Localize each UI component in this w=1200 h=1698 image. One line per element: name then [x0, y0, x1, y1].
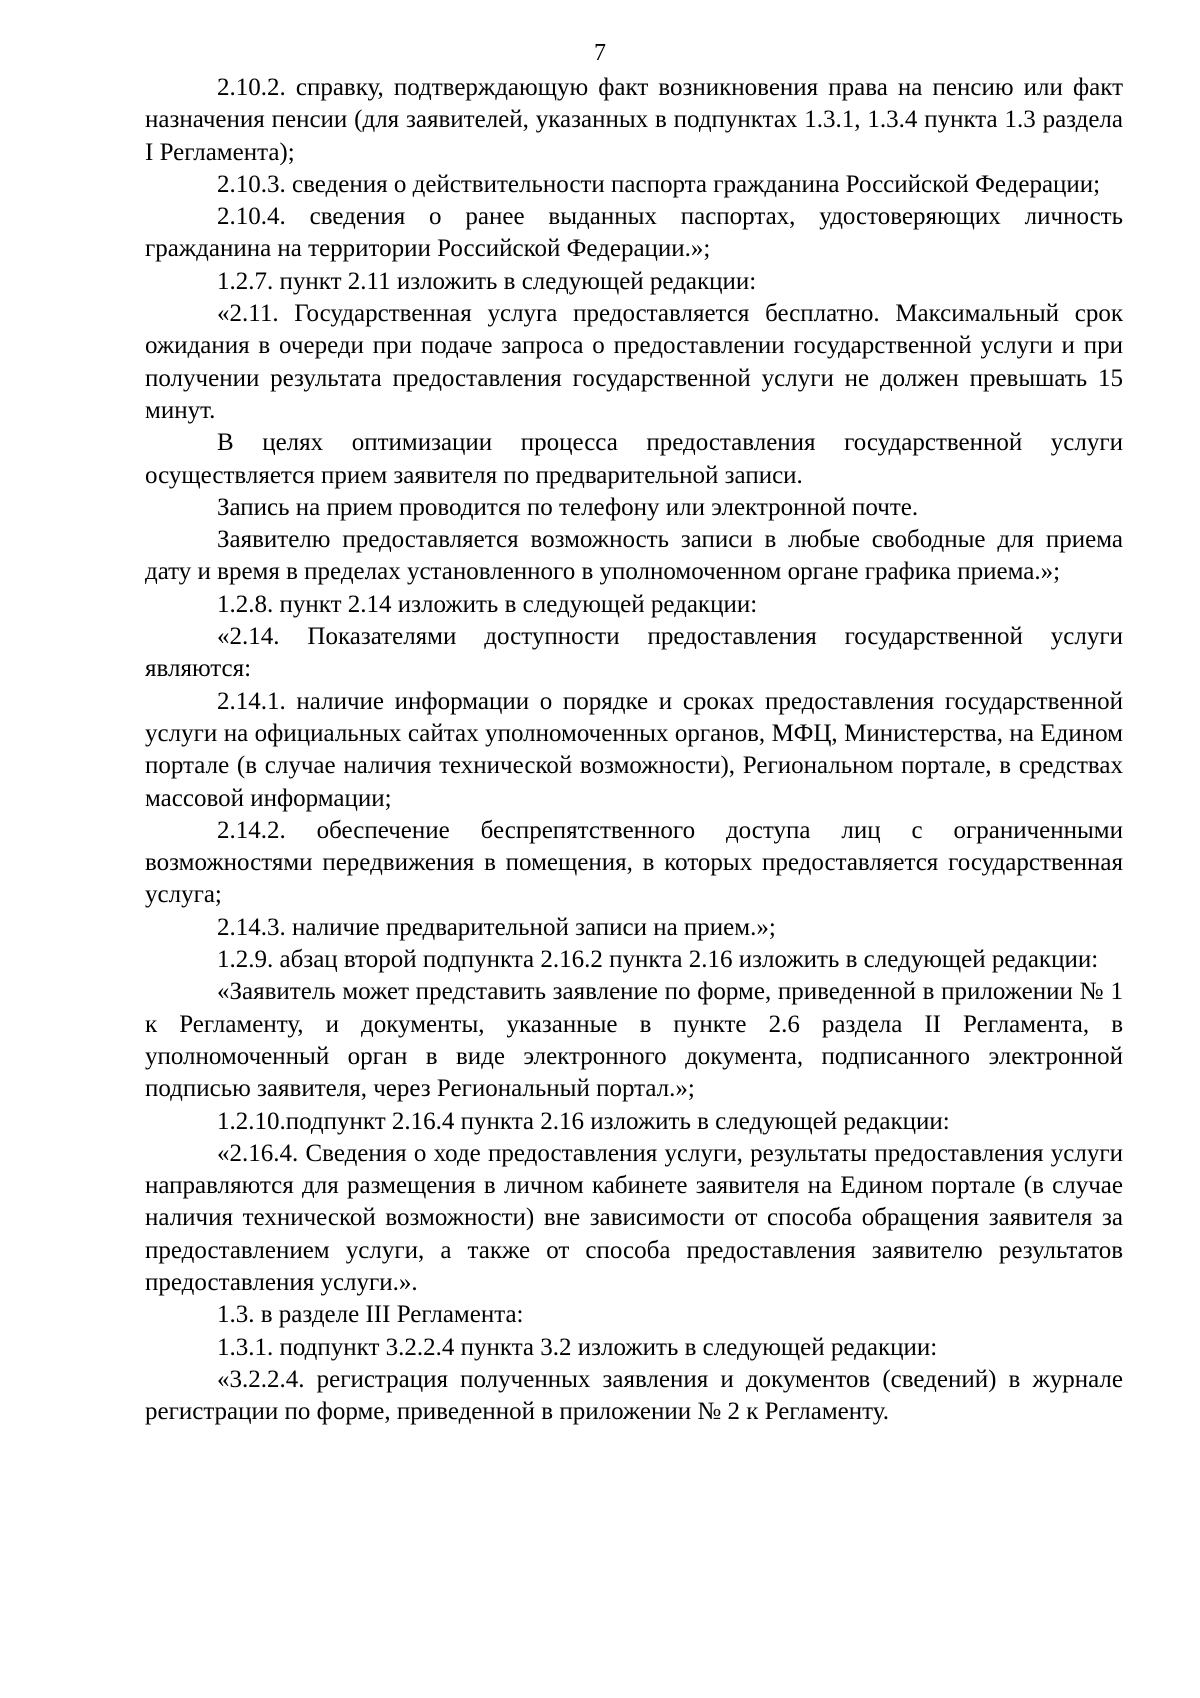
- document-body: [145, 72, 1123, 1428]
- paragraph-2-14-2: 2.14.2. обеспечение беспрепятственного доступа лиц с ограниченными возможностями передвижения в помещения, в которых предоставляется государственная услуга;: [145, 816, 1123, 909]
- paragraph-2-14: «2.14. Показателями доступности предоставления государственной услуги являются:: [145, 623, 1123, 683]
- paragraph-2-11-schedule: Заявителю предоставляется возможность записи в любые свободные для приема дату и время в пределах установленного в уполномоченном органе графика приема.»;: [145, 526, 1123, 586]
- paragraph-1-3: 1.3. в разделе III Регламента:: [217, 1301, 524, 1329]
- paragraph-1-2-7: 1.2.7. пункт 2.11 изложить в следующей редакции:: [217, 267, 757, 295]
- paragraph-1-2-10: 1.2.10.подпункт 2.16.4 пункта 2.16 изложить в следующей редакции:: [217, 1107, 950, 1135]
- paragraph-2-14-1: 2.14.1. наличие информации о порядке и сроках предоставления государственной услуги на официальных сайтах уполномоченных органов, МФЦ, Министерства, на Едином портале (в случае наличия технической возможности), Региональном портале, в средствах массовой информации;: [145, 687, 1123, 812]
- paragraph-2-11: «2.11. Государственная услуга предоставляется бесплатно. Максимальный срок ожидания в очереди при подаче запроса о предоставлении государственной услуги и при получении результата предоставления государственной услуги не должен превышать 15 минут.: [145, 300, 1123, 424]
- paragraph-2-11-optimization: В целях оптимизации процесса предоставления государственной услуги осуществляется прием заявителя по предварительной записи.: [145, 429, 1123, 489]
- paragraph-1-2-9: 1.2.9. абзац второй подпункта 2.16.2 пункта 2.16 изложить в следующей редакции:: [217, 946, 1099, 974]
- paragraph-2-16-2-text: «Заявитель может представить заявление по форме, приведенной в приложении № 1 к Регламенту, и документы, указанные в пункте 2.6 раздела II Регламента, в уполномоченный орган в виде электронного документа, подписанного электронной подписью заявителя, через Региональный портал.»;: [145, 978, 1123, 1103]
- paragraph-2-14-3: 2.14.3. наличие предварительной записи на прием.»;: [217, 913, 776, 941]
- paragraph-2-10-3: 2.10.3. сведения о действительности паспорта гражданина Российской Федерации;: [217, 170, 1101, 198]
- paragraph-2-11-appointment: Запись на прием проводится по телефону или электронной почте.: [217, 493, 919, 521]
- paragraph-1-3-1: 1.3.1. подпункт 3.2.2.4 пункта 3.2 изложить в следующей редакции:: [217, 1333, 938, 1361]
- paragraph-2-10-2: 2.10.2. справку, подтверждающую факт возникновения права на пенсию или факт назначения пенсии (для заявителей, указанных в подпунктах 1.3.1, 1.3.4 пункта 1.3 раздела I Регламента);: [145, 74, 1123, 166]
- paragraph-2-10-4: 2.10.4. сведения о ранее выданных паспортах, удостоверяющих личность гражданина на территории Российской Федерации.»;: [145, 203, 1123, 263]
- paragraph-1-2-8: 1.2.8. пункт 2.14 изложить в следующей редакции:: [217, 590, 758, 618]
- paragraph-3-2-2-4: «3.2.2.4. регистрация полученных заявления и документов (сведений) в журнале регистрации по форме, приведенной в приложении № 2 к Регламенту.: [145, 1365, 1123, 1426]
- page-number: 7: [594, 40, 606, 66]
- paragraph-2-16-4: «2.16.4. Сведения о ходе предоставления услуги, результаты предоставления услуги направляются для размещения в личном кабинете заявителя на Едином портале (в случае наличия технической возможности) вне зависимости от способа обращения заявителя за предоставлением услуги, а также от способа предоставления заявителю результатов предоставления услуги.».: [145, 1139, 1123, 1296]
